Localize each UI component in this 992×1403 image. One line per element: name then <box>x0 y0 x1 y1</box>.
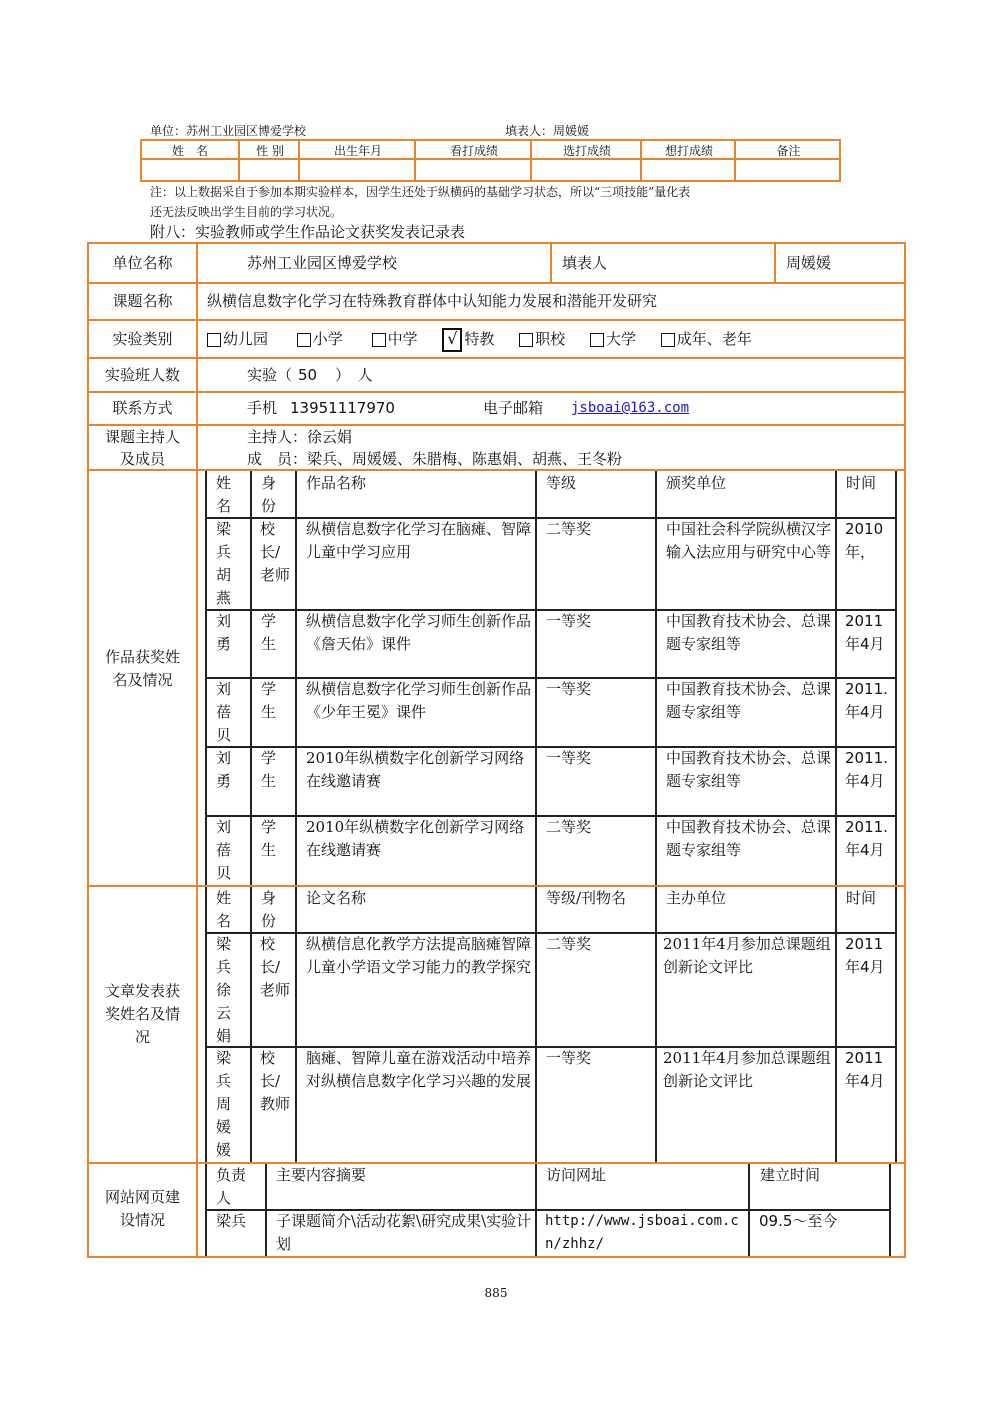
checkbox-icon[interactable] <box>297 333 311 347</box>
papers-row-1-name: 梁兵徐云娟 <box>216 935 232 1045</box>
website-th-summary: 主要内容摘要 <box>276 1166 367 1184</box>
appendix-title: 附八：实验教师或学生作品论文获奖发表记录表 <box>150 223 466 241</box>
works-row-5-grade: 二等奖 <box>546 818 592 836</box>
works-th-grade: 等级 <box>546 474 577 492</box>
website-th-owner: 负责人 <box>216 1166 247 1207</box>
works-row-3-time: 2011.年4月 <box>845 680 888 721</box>
filler-label: 填表人 <box>562 254 608 272</box>
checkbox-checked-icon[interactable]: √ <box>442 328 462 352</box>
papers-row-2-title: 脑瘫、智障儿童在游戏活动中培养对纵横信息数字化学习兴趣的发展 <box>306 1049 532 1090</box>
papers-th-title: 论文名称 <box>306 889 367 907</box>
works-row-3-role: 学生 <box>261 680 277 721</box>
works-row-2-name: 刘勇 <box>216 612 232 653</box>
papers-th-time: 时间 <box>846 889 877 907</box>
class-count: 50 <box>298 366 318 384</box>
papers-row-1-time: 2011年4月 <box>845 935 885 976</box>
filler-value: 周媛媛 <box>786 254 832 272</box>
works-th-org: 颁奖单位 <box>666 474 727 492</box>
phone-label: 手机 <box>247 399 278 417</box>
works-row-4-role: 学生 <box>261 749 277 790</box>
works-row-2-grade: 一等奖 <box>546 612 592 630</box>
works-row-1-title: 纵横信息数字化学习在脑瘫、智障儿童中学习应用 <box>306 520 532 561</box>
type-option-kindergarten[interactable]: 幼儿园 <box>207 330 268 348</box>
works-th-name: 姓名 <box>216 474 232 515</box>
papers-row-1-org: 2011年4月参加总课题组创新论文评比 <box>663 935 831 976</box>
header-filler: 填表人：周媛媛 <box>505 124 590 138</box>
email-label: 电子邮箱 <box>483 399 544 417</box>
website-url[interactable]: http://www.jsboai.com.cn/zhhz/ <box>545 1213 739 1252</box>
phone-value: 13951117970 <box>290 399 395 417</box>
contact-label: 联系方式 <box>112 399 173 417</box>
papers-row-2-org: 2011年4月参加总课题组创新论文评比 <box>663 1049 831 1090</box>
works-th-role: 身份 <box>261 474 277 515</box>
works-row-5-time: 2011.年4月 <box>845 818 888 859</box>
works-section-label: 作品获奖姓 名及情况 <box>104 648 180 689</box>
checkbox-icon[interactable] <box>207 333 221 347</box>
papers-th-role: 身份 <box>261 889 277 930</box>
works-row-5-role: 学生 <box>261 818 277 859</box>
works-row-1-org: 中国社会科学院纵横汉字输入法应用与研究中心等 <box>666 520 832 561</box>
works-row-5-title: 2010年纵横数字化创新学习网络在线邀请赛 <box>306 818 525 859</box>
email-link[interactable]: jsboai@163.com <box>571 400 690 416</box>
website-th-url: 访问网址 <box>546 1166 607 1184</box>
top-th-name: 姓 名 <box>171 144 208 158</box>
unit-label: 单位名称 <box>112 254 173 272</box>
works-row-4-time: 2011.年4月 <box>845 749 888 790</box>
unit-value: 苏州工业园区博爱学校 <box>247 254 398 272</box>
website-section-label: 网站网页建 设情况 <box>104 1188 180 1229</box>
works-row-4-org: 中国教育技术协会、总课题专家组等 <box>666 749 832 790</box>
note-line-1: 注：以上数据采自于参加本期实验样本，因学生还处于纵横码的基础学习状态，所以“三项技能”量化表 <box>150 185 691 199</box>
papers-th-org: 主办单位 <box>666 889 727 907</box>
type-option-university[interactable]: 大学 <box>590 330 636 348</box>
topic-value: 纵横信息数字化学习在特殊教育群体中认知能力发展和潜能开发研究 <box>207 292 658 310</box>
works-row-3-grade: 一等奖 <box>546 680 592 698</box>
papers-row-2-name: 梁兵周媛媛 <box>216 1049 232 1159</box>
topic-label: 课题名称 <box>112 292 173 310</box>
note-line-2: 还无法反映出学生目前的学习状况。 <box>150 205 343 219</box>
type-checkboxes <box>207 328 752 352</box>
works-row-2-role: 学生 <box>261 612 277 653</box>
website-th-time: 建立时间 <box>760 1166 821 1184</box>
works-row-3-org: 中国教育技术协会、总课题专家组等 <box>666 680 832 721</box>
members-line: 成 员：梁兵、周媛媛、朱腊梅、陈惠娟、胡燕、王冬粉 <box>247 450 623 468</box>
checkbox-icon[interactable] <box>590 333 604 347</box>
top-th-look: 看打成绩 <box>449 144 498 158</box>
works-row-5-name: 刘蓓贝 <box>216 818 232 882</box>
papers-row-2-time: 2011年4月 <box>845 1049 885 1090</box>
works-row-4-title: 2010年纵横数字化创新学习网络在线邀请赛 <box>306 749 525 790</box>
checkbox-icon[interactable] <box>519 333 533 347</box>
type-option-middle[interactable]: 中学 <box>372 330 418 348</box>
top-th-birth: 出生年月 <box>333 144 382 158</box>
papers-th-grade: 等级/刊物名 <box>546 889 627 907</box>
papers-row-1-grade: 二等奖 <box>546 935 592 953</box>
works-row-2-time: 2011年4月 <box>845 612 885 653</box>
works-th-title: 作品名称 <box>306 474 367 492</box>
class-value: 实验（ 50 ） 人 <box>247 366 373 384</box>
page-number: 885 <box>484 1286 508 1300</box>
works-row-2-title: 纵横信息数字化学习师生创新作品《詹天佑》课件 <box>306 612 532 653</box>
works-row-4-name: 刘勇 <box>216 749 232 790</box>
works-th-time: 时间 <box>846 474 877 492</box>
top-th-remark: 备注 <box>776 144 801 158</box>
top-th-gender: 性 别 <box>256 144 284 158</box>
class-label: 实验班人数 <box>104 366 180 384</box>
works-row-1-grade: 二等奖 <box>546 520 592 538</box>
type-option-adult[interactable]: 成年、老年 <box>661 330 752 348</box>
works-row-1-name: 梁兵胡燕 <box>216 520 232 607</box>
papers-row-2-role: 校长/教师 <box>260 1049 291 1113</box>
papers-row-2-grade: 一等奖 <box>546 1049 592 1067</box>
papers-row-1-role: 校长/老师 <box>260 935 291 999</box>
top-th-think: 想打成绩 <box>664 144 713 158</box>
papers-th-name: 姓名 <box>216 889 232 930</box>
top-th-select: 选打成绩 <box>562 144 611 158</box>
checkbox-icon[interactable] <box>661 333 675 347</box>
works-row-1-time: 2010年， <box>845 520 884 561</box>
works-row-5-org: 中国教育技术协会、总课题专家组等 <box>666 818 832 859</box>
papers-row-1-title: 纵横信息化教学方法提高脑瘫智障儿童小学语文学习能力的教学探究 <box>306 935 532 976</box>
checkbox-icon[interactable] <box>372 333 386 347</box>
host-line: 主持人：徐云娟 <box>247 428 353 446</box>
website-owner: 梁兵 <box>216 1212 247 1230</box>
papers-section-label: 文章发表获 奖姓名及情 况 <box>104 982 180 1046</box>
host-label: 课题主持人 及成员 <box>104 428 180 468</box>
works-row-3-title: 纵横信息数字化学习师生创新作品《少年王冕》课件 <box>306 680 532 721</box>
type-option-primary[interactable]: 小学 <box>297 330 343 348</box>
type-option-special[interactable]: √ 特教 <box>442 330 494 348</box>
works-row-1-role: 校长/老师 <box>260 520 291 584</box>
type-option-vocational[interactable]: 职校 <box>519 330 565 348</box>
website-summary: 子课题简介\活动花絮\研究成果\实验计划 <box>276 1212 532 1253</box>
header-unit: 单位：苏州工业园区博爱学校 <box>150 124 307 138</box>
website-time: 09.5～至今 <box>759 1212 838 1230</box>
works-row-2-org: 中国教育技术协会、总课题专家组等 <box>666 612 832 653</box>
type-label: 实验类别 <box>112 330 173 348</box>
works-row-3-name: 刘蓓贝 <box>216 680 232 744</box>
works-row-4-grade: 一等奖 <box>546 749 592 767</box>
